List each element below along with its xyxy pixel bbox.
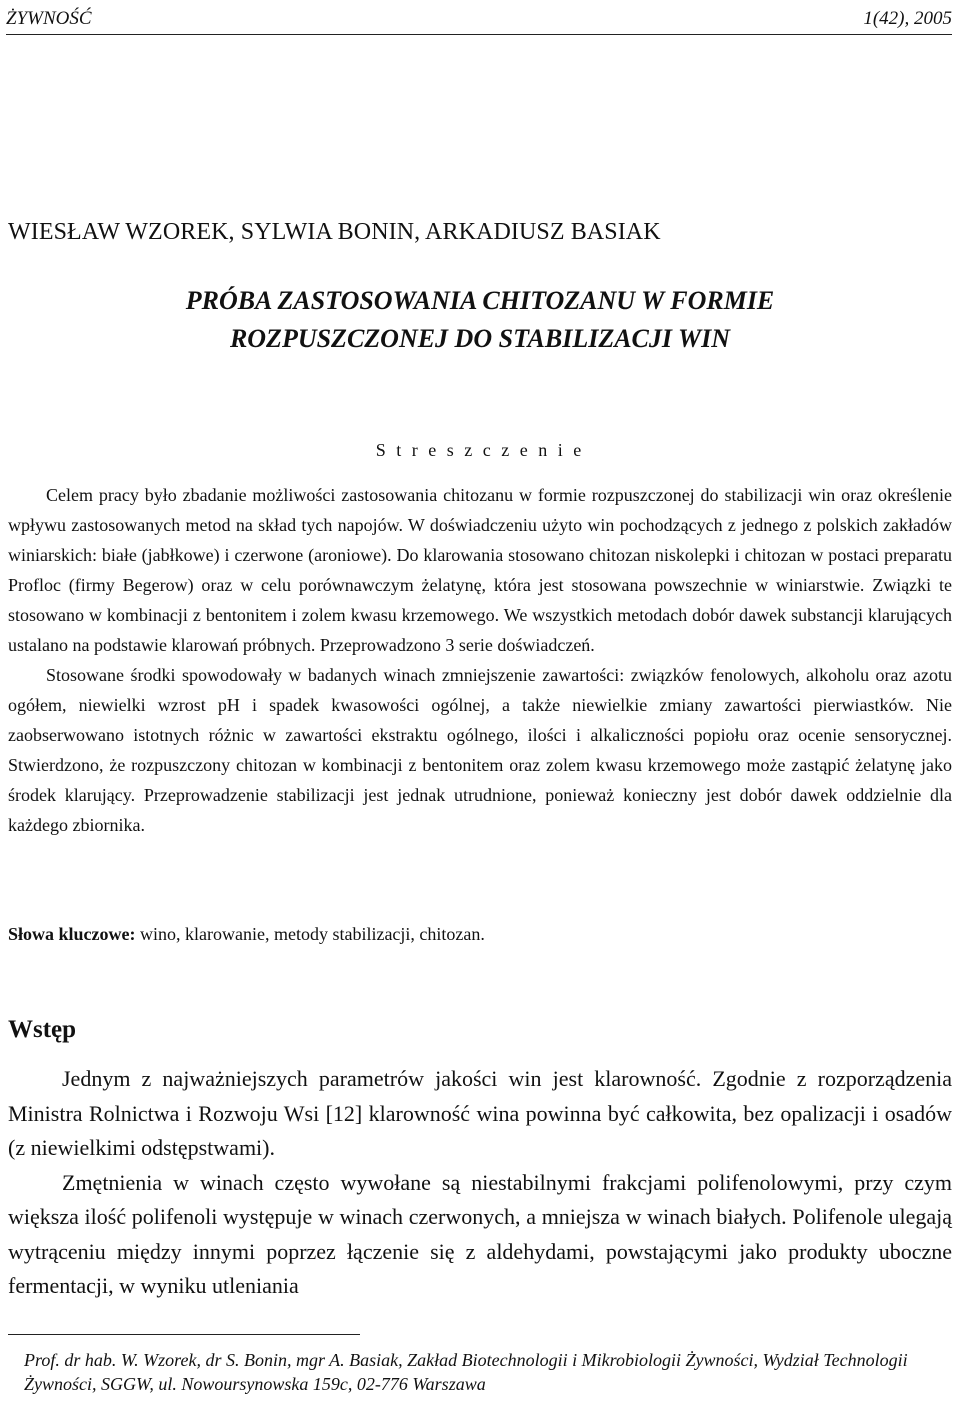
keywords-line xyxy=(8,924,485,945)
body-paragraph-2: Zmętnienia w winach często wywołane są niestabilnymi frakcjami polifenolowymi, przy czym większa ilość polifenoli występuje w winach czerwonych, a mniejsza w winach białych. Polifenole ulegają wytrąceniu między innymi poprzez łączenie się z aldehydami, powstającymi jako produkty uboczne fermentacji, w wyniku utleniania xyxy=(8,1169,952,1298)
issue-number: 1(42), 2005 xyxy=(863,8,952,29)
paper-title-line-1: PRÓBA ZASTOSOWANIA CHITOZANU W FORMIE xyxy=(185,286,775,315)
footnote-divider xyxy=(8,1334,360,1335)
keywords-text: wino, klarowanie, metody stabilizacji, chitozan. xyxy=(135,924,485,944)
abstract-paragraph-1: Celem pracy było zbadanie możliwości zastosowania chitozanu w formie rozpuszczonej do stabilizacji win oraz określenie wpływu zastosowanych metod na skład tych napojów. W doświadczeniu użyto win pochodzących z jednego z polskich zakładów winiarskich: białe (jabłkowe) i czerwone (aroniowe). Do klarowania stosowano chitozan niskolepki i chitozan w postaci preparatu Profloc (firmy Begerow) oraz w celu porównawczym żelatynę, która jest stosowana powszechnie w winiarstwie. Związki te stosowano w kombinacji z bentonitem i zolem kwasu krzemowego. We wszystkich metodach dobór dawek substancji klarujących ustalano na podstawie klarowań próbnych. Przeprowadzono 3 serie doświadczeń. xyxy=(8,485,952,655)
paper-title-line-2: ROZPUSZCZONEJ DO STABILIZACJI WIN xyxy=(229,324,731,353)
section-heading: Wstęp xyxy=(8,1016,77,1043)
abstract-body xyxy=(8,480,952,840)
abstract-paragraph-2: Stosowane środki spowodowały w badanych winach zmniejszenie zawartości: związków fenolowych, alkoholu oraz azotu ogółem, niewielki wzrost pH i spadek kwasowości ogólnej, a także niewielkie zmiany zawartości pierwiastków. Nie zaobserwowano istotnych różnic w zawartości ekstraktu ogólnego, ilości i alkaliczności popiołu oraz ocenie sensorycznej. Stwierdzono, że rozpuszczony chitozan w kombinacji z bentonitem oraz zolem kwasu krzemowego może zastąpić żelatynę jako środek klarujący. Przeprowadzenie stabilizacji jest jednak utrudnione, ponieważ konieczny jest dobór dawek oddzielnie dla każdego zbiornika. xyxy=(8,665,952,835)
author-affiliation-footnote: Prof. dr hab. W. Wzorek, dr S. Bonin, mgr A. Basiak, Zakład Biotechnologii i Mikrobiologii Żywności, Wydział Technologii Żywności, SGGW, ul. Nowoursynowska 159c, 02-776 Warszawa xyxy=(24,1350,908,1394)
running-header xyxy=(6,4,952,35)
author-list: WIESŁAW WZOREK, SYLWIA BONIN, ARKADIUSZ BASIAK xyxy=(8,219,661,245)
abstract-heading: S t r e s z c z e n i e xyxy=(375,440,585,460)
section-body xyxy=(8,1062,952,1304)
journal-name: ŻYWNOŚĆ xyxy=(6,8,92,29)
keywords-label: Słowa kluczowe: xyxy=(8,924,136,944)
body-paragraph-1: Jednym z najważniejszych parametrów jakości win jest klarowność. Zgodnie z rozporządzenia Ministra Rolnictwa i Rozwoju Wsi [12] klarowność wina powinna być całkowita, bez opalizacji i osadów (z niewielkimi odstępstwami). xyxy=(8,1066,952,1160)
